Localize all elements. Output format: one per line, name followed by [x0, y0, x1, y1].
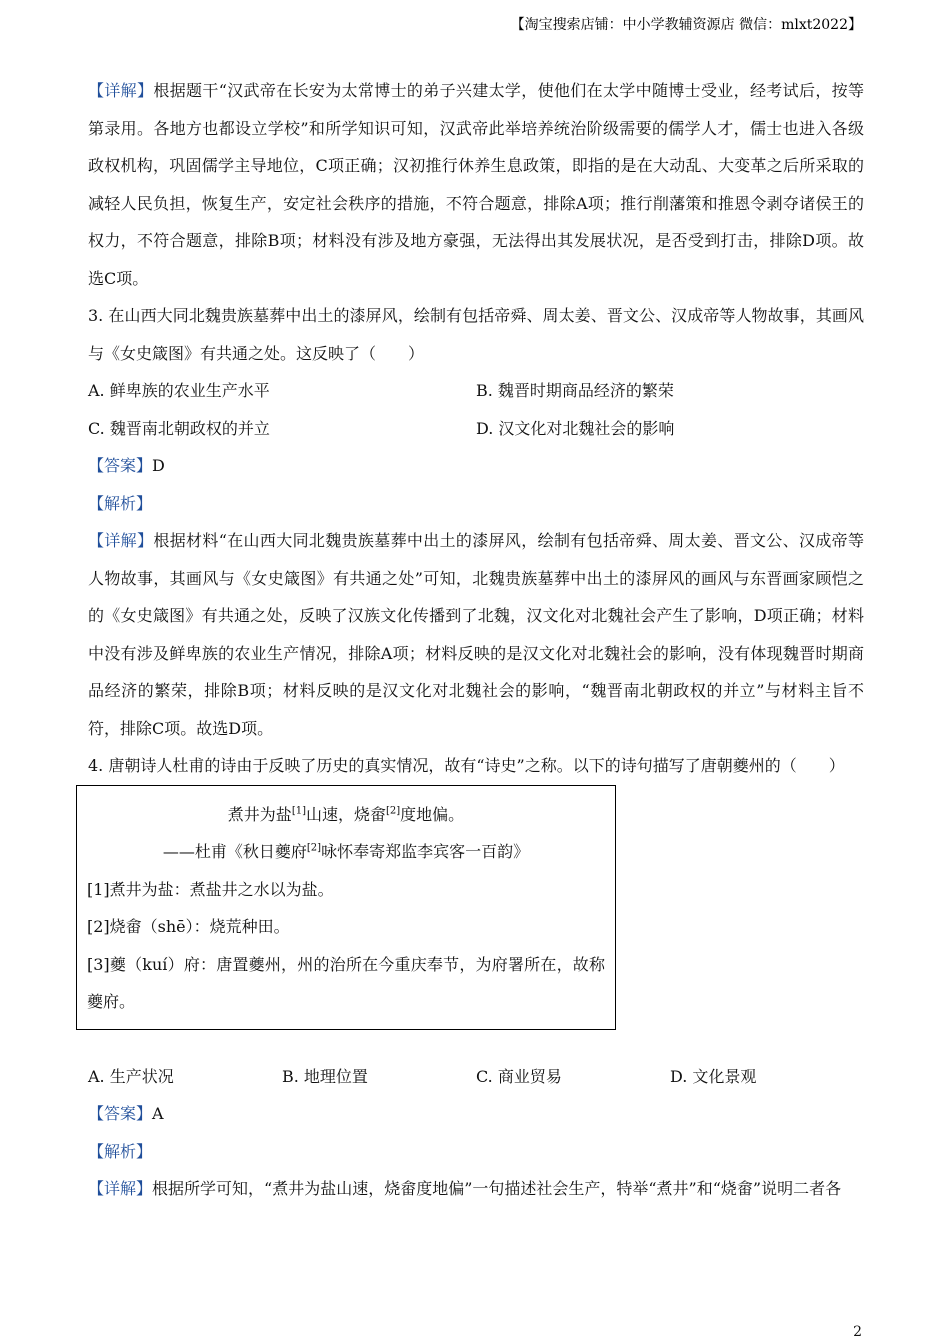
q3-options-row-2	[88, 410, 864, 448]
footnote-ref-1: [1]	[291, 805, 306, 817]
q3-detail-text: 根据材料“在山西大同北魏贵族墓葬中出土的漆屏风，绘制有包括帝舜、周太姜、晋文公、汉成帝等人物故事，其画风与《女史箴图》有共通之处”可知，北魏贵族墓葬中出土的漆屏风的画风与东晋画家顾恺之的《女史箴图》有共通之处，反映了汉族文化传播到了北魏，汉文化对北魏社会产生了影响，D项正确；材料中没有涉及鲜卑族的农业生产情况，排除A项；材料反映的是汉文化对北魏社会的影响，没有体现魏晋时期商品经济的繁荣，排除B项；材料反映的是汉文化对北魏社会的影响，“魏晋南北朝政权的并立”与材料主旨不符，排除C项。故选D项。	[88, 531, 864, 738]
footnote-ref-3: [2]	[306, 842, 322, 854]
q4-option-b: B. 地理位置	[282, 1066, 368, 1086]
poem-source-2: 咏怀奉寄郑监李宾客一百韵》	[321, 842, 530, 861]
document-body	[88, 72, 864, 1208]
q3-option-b: B. 魏晋时期商品经济的繁荣	[476, 381, 674, 400]
q3-options-row-1	[88, 372, 864, 410]
poem-box	[76, 785, 616, 1030]
poem-note-3: [3]夔（kuí）府：唐置夔州，州的治所在今重庆奉节，为府署所在，故称夔府。	[87, 954, 605, 1011]
q4-answer-label: 【答案】	[88, 1104, 153, 1123]
footnote-ref-2: [2]	[386, 805, 401, 817]
q4-analysis-label: 【解析】	[88, 1141, 153, 1161]
q3-detail	[88, 522, 864, 747]
q4-option-d: D. 文化景观	[670, 1066, 757, 1086]
q4-answer	[88, 1095, 864, 1133]
q3-answer	[88, 447, 864, 485]
poem-text-3: 度地偏。	[400, 804, 465, 824]
q4-analysis	[88, 1133, 864, 1171]
poem-source	[87, 833, 605, 871]
poem-text-2: 山速，烧畲	[305, 804, 386, 824]
q3-analysis-label: 【解析】	[88, 493, 153, 513]
page-number: 2	[853, 1324, 862, 1340]
poem-line	[87, 796, 605, 834]
poem-note-1: [1]煮井为盐：煮盐井之水以为盐。	[87, 879, 334, 899]
q3-detail-label: 【详解】	[88, 531, 154, 550]
q3-option-c: C. 魏晋南北朝政权的并立	[88, 418, 270, 438]
q3-analysis	[88, 485, 864, 523]
poem-text-1: 煮井为盐	[227, 804, 292, 824]
q3-option-a: A. 鲜卑族的农业生产水平	[88, 381, 270, 400]
q2-detail-text: 根据题干“汉武帝在长安为太常博士的弟子兴建太学，使他们在太学中随博士受业，经考试后，按等第录用。各地方也都设立学校”和所学知识可知，汉武帝此举培养统治阶级需要的儒学人才，儒士也进入各级政权机构，巩固儒学主导地位，C项正确；汉初推行休养生息政策，即指的是在大动乱、大变革之后所采取的减轻人民负担，恢复生产，安定社会秩序的措施，不符合题意，排除A项；推行削藩策和推恩令剥夺诸侯王的权力，不符合题意，排除B项；材料没有涉及地方豪强，无法得出其发展状况，是否受到打击，排除D项。故选C项。	[88, 81, 864, 288]
q3-answer-value: D	[152, 456, 165, 475]
q4-options-row	[88, 1058, 864, 1096]
q2-detail	[88, 72, 864, 297]
page-header: 【淘宝搜索店铺：中小学教辅资源店 微信：mlxt2022】	[510, 17, 862, 33]
q4-answer-value: A	[152, 1104, 164, 1123]
q3-stem: 3. 在山西大同北魏贵族墓葬中出土的漆屏风，绘制有包括帝舜、周太姜、晋文公、汉成帝等人物故事，其画风与《女史箴图》有共通之处。这反映了（ ）	[88, 306, 864, 363]
q4-option-a: A. 生产状况	[88, 1066, 174, 1086]
q4-stem: 4. 唐朝诗人杜甫的诗由于反映了历史的真实情况，故有“诗史”之称。以下的诗句描写了唐朝夔州的（ ）	[88, 756, 845, 775]
q2-detail-label: 【详解】	[88, 81, 154, 100]
q4-detail	[88, 1170, 864, 1208]
q3-option-d: D. 汉文化对北魏社会的影响	[476, 418, 675, 438]
poem-source-1: ——杜甫《秋日夔府	[162, 842, 307, 861]
q4-detail-text: 根据所学可知，“煮井为盐山速，烧畲度地偏”一句描述社会生产，特举“煮井”和“烧畲”说明二者各	[152, 1179, 842, 1198]
q3-answer-label: 【答案】	[88, 456, 153, 475]
q4-detail-label: 【详解】	[88, 1179, 153, 1198]
poem-note-2: [2]烧畲（shē）：烧荒种田。	[87, 917, 290, 936]
q4-option-c: C. 商业贸易	[476, 1066, 562, 1086]
